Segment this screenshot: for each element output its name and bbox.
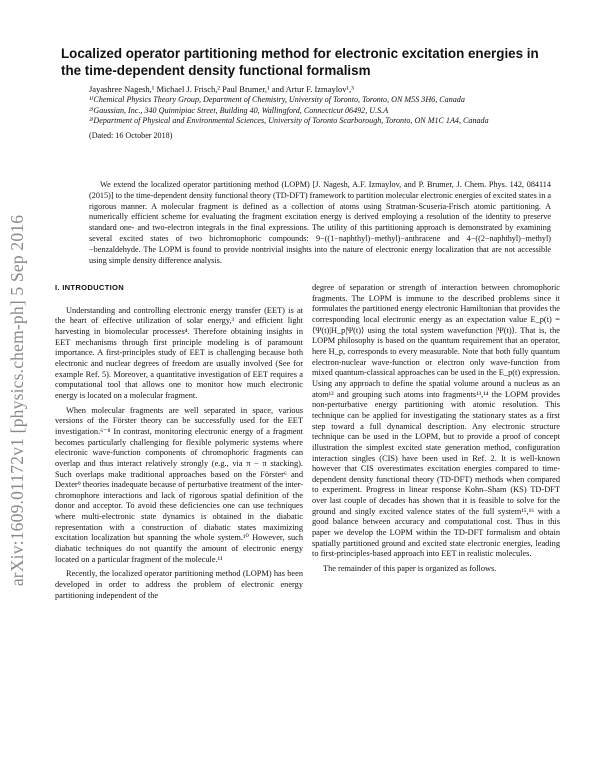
paragraph: The remainder of this paper is organized as follows. [323, 564, 497, 574]
front-matter [89, 84, 549, 141]
affiliation-3: ³⁾Department of Physical and Environmental Sciences, University of Toronto Scarborough, Toronto, ON M1C 1A4, Canada [89, 116, 489, 126]
paragraph: Recently, the localized operator partitioning method (LOPM) has been developed in order to address the problem of electronic energy partitioning independent of the [55, 569, 303, 600]
paragraph: When molecular fragments are well separated in space, various versions of the Förster theory can be successfully used for the EET investigation.⁶⁻⁸ In contrast, monitoring electronic energy of a fragment becomes particularly challenging for flexible polymeric systems where electronic wave-function components of chromophoric fragments can overlap and thus interact relatively strongly (e.g., via π − π stacking). Such overlaps make traditional approaches based on the Förster⁶ and Dexter⁹ theories inadequate because of perturbative treatment of the inter-chromophore interactions and lack of rigorous spatial definition of the donor and acceptor. To avoid these deficiencies one can use techniques where multi-electronic state dynamics is obtained in the diabatic representation with a construction of diabatic states maximizing excitation localization but spanning the whole system.¹⁰ However, such diabatic techniques do not quantify the amount of electronic energy located on a particular fragment of the molecule.¹¹ [55, 405, 303, 564]
paper-title: Localized operator partitioning method for electronic excitation energies in the time-dependent density functional formalism [61, 46, 539, 78]
paragraph: Understanding and controlling electronic energy transfer (EET) is at the heart of effective utilization of solar energy,³ and efficient light harvesting in biomolecular processes⁴. Therefore obtaining insights in EET mechanisms through first principle modeling is of paramount importance. A first-principles study of EET is challenging because both electronic and nuclear degrees of freedom are usually involved (See for example Ref. 5). Moreover, a quantitative investigation of EET requires a computational tool that allows one to monitor how much electronic energy is located on a molecular fragment. [55, 305, 303, 400]
affiliation-2: ²⁾Gaussian, Inc., 340 Quinnipiac Street, Building 40, Wallingford, Connecticut 06492, U.S.A [89, 105, 389, 115]
arxiv-identifier: arXiv:1609.01172v1 [physics.chem-ph] 5 Sep 2016 [7, 214, 28, 586]
arxiv-side-stamp [6, 150, 30, 650]
section-heading-introduction: I. INTRODUCTION [55, 283, 125, 292]
paragraph: degree of separation or strength of interaction between chromophoric fragments. The LOPM is immune to the described problems since it formulates the partitioned energy electronic Hamiltonian that provides the corresponding local electronic energy as an expectation value E_p(t) = ⟨Ψ(t)|H_p|Ψ(t)⟩ using the total system wavefunction |Ψ(t)⟩. That is, the LOPM philosophy is based on the quantum requirement that an operator, here H_p, corresponds to every measurable. Note that both fully quantum electron-nuclear wave-function or electron only wave-function from mixed quantum-classical approaches can be used in the E_p(t) expression. Using any approach to define the spatial volume around a nucleus as an atom¹² and grouping such atoms into fragments¹³,¹⁴ the LOPM provides non-perturbative energy partitioning with atomic resolution. This technique can be applied for investigating the stationary states as a first step toward a full dynamical description. Any electronic structure technique can be used in the LOPM, but to provide a proof of concept illustration the simplest excited state generation method, configuration interaction singles (CIS) have been used in Ref. 2. It is well-known however that CIS overestimates excitation energies compared to time-dependent density functional theory (TD-DFT) methods when compared to experiment. Progress in linear response Kohn–Sham (KS) TD-DFT over last couple of decades has shown that it is feasible to solve for the ground and singly excited valence states of the full system¹⁵,¹⁶ with a good balance between accuracy and computational cost. Thus in this paper we develop the LOPM within the TD-DFT formalism and obtain spatially partitioned ground and excited state electronic energies, leading to first-principles-based approach into EET in realistic molecules. [312, 283, 560, 559]
right-column [312, 283, 560, 579]
date-line: (Dated: 16 October 2018) [89, 130, 173, 140]
abstract: We extend the localized operator partitioning method (LOPM) [J. Nagesh, A.F. Izmaylov, and P. Brumer, J. Chem. Phys. 142, 084114 (2015)] to the time-dependent density functional theory (TD-DFT) framework to partition molecular electronic energies of excited states in a rigorous manner. A molecular fragment is defined as a collection of atoms using Stratman-Scuseria-Frisch atomic partitioning. A numerically efficient scheme for evaluating the fragment excitation energy is derived employing a resolution of the identity to preserve standard one- and two-electron integrals in the final expressions. The utility of this partitioning approach is demonstrated by examining several excited states of two bichromophoric compounds: 9−((1−naphthyl)−methyl)−anthracene and 4−((2−naphthyl)−methyl)−benzaldehyde. The LOPM is found to provide nontrivial insights into the nature of electronic energy localization that are not accessible using simple density difference analysis. [89, 180, 551, 265]
author-list: Jayashree Nagesh,¹ Michael J. Frisch,² Paul Brumer,¹ and Artur F. Izmaylov¹,³ [89, 84, 354, 94]
left-column [55, 283, 303, 605]
affiliation-1: ¹⁾Chemical Physics Theory Group, Department of Chemistry, University of Toronto, Toronto, ON M5S 3H6, Canada [89, 95, 465, 104]
